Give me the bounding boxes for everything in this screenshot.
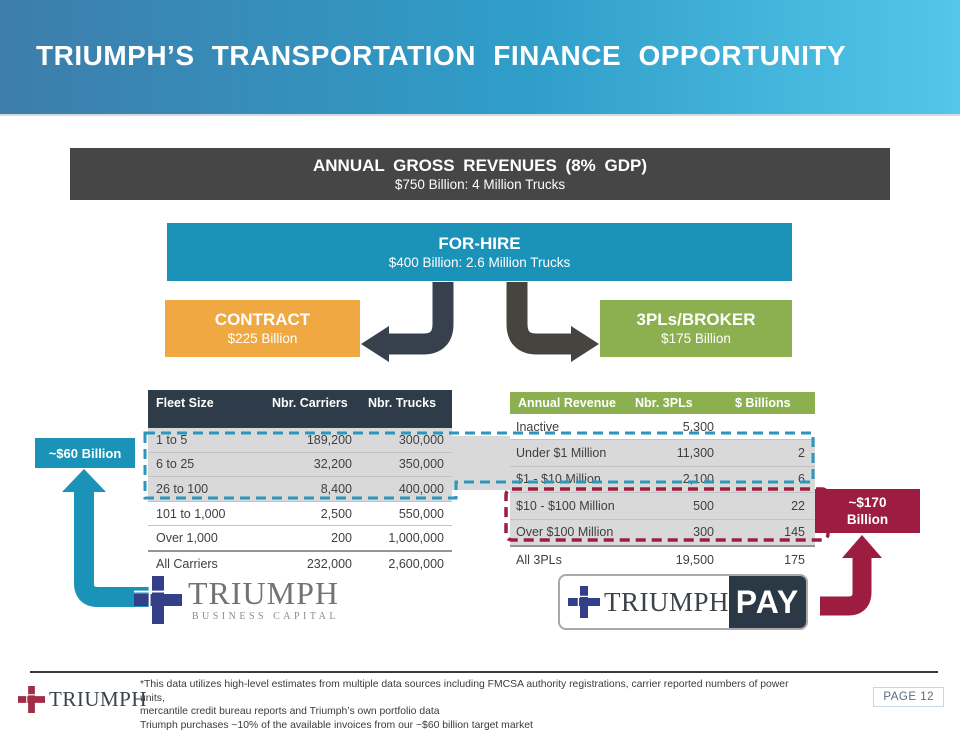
table-row xyxy=(148,502,452,527)
broker-subtitle: $175 Billion xyxy=(600,330,792,348)
broker-box xyxy=(600,300,792,357)
slide-header xyxy=(0,0,960,116)
gross-revenues-subtitle: $750 Billion: 4 Million Trucks xyxy=(70,176,890,194)
cell-revenue: Under $1 Million xyxy=(510,446,660,460)
slide-title: TRIUMPH’S TRANSPORTATION FINANCE OPPORTUNITY xyxy=(36,40,846,72)
table-row xyxy=(148,552,452,576)
cell-fleet: All Carriers xyxy=(148,557,280,571)
table-row xyxy=(148,526,452,552)
cell-trucks: 350,000 xyxy=(352,457,452,471)
carriers-header-fleet-size: Fleet Size xyxy=(148,390,272,428)
cell-trucks: 400,000 xyxy=(352,482,452,496)
cell-3pls: 11,300 xyxy=(660,446,730,460)
cell-billions: 175 xyxy=(730,553,815,567)
cell-revenue: $1 - $10 Million xyxy=(510,472,660,486)
target-market-60b-label: ~$60 Billion xyxy=(35,446,135,461)
carriers-header-nbr-carriers: Nbr. Carriers xyxy=(272,390,352,428)
cell-revenue: Over $100 Million xyxy=(510,525,660,539)
triumph-business-capital-logo xyxy=(134,576,339,624)
footnote-line3: Triumph purchases ~10% of the available invoices from our ~$60 billion target market xyxy=(140,719,800,732)
contract-box xyxy=(165,300,360,357)
threepl-header-annual-revenue: Annual Revenue xyxy=(510,396,635,410)
cell-billions: 6 xyxy=(730,472,815,486)
cell-carriers: 189,200 xyxy=(280,433,352,447)
arrow-forhire-to-contract xyxy=(361,282,443,362)
for-hire-subtitle: $400 Billion: 2.6 Million Trucks xyxy=(167,254,792,272)
table-row xyxy=(510,467,815,493)
cell-billions: 2 xyxy=(730,446,815,460)
footer-divider xyxy=(30,671,938,673)
gross-revenues-box xyxy=(70,148,890,200)
pay-badge: PAY xyxy=(729,576,806,628)
carriers-table xyxy=(148,390,452,576)
cell-carriers: 2,500 xyxy=(280,507,352,521)
triumph-pay-left xyxy=(560,586,729,618)
cell-revenue: Inactive xyxy=(510,420,660,434)
target-market-60b-callout xyxy=(35,438,135,468)
cell-fleet: Over 1,000 xyxy=(148,531,280,545)
footer-wordmark: TRIUMPH xyxy=(49,687,147,712)
target-market-170b-line1: ~$170 xyxy=(815,494,920,511)
business-capital-wordmark: TRIUMPH xyxy=(188,576,339,610)
cell-fleet: 101 to 1,000 xyxy=(148,507,280,521)
triumph-pay-wordmark: TRIUMPH xyxy=(604,587,729,618)
carriers-table-header xyxy=(148,390,452,428)
table-row xyxy=(510,547,815,572)
threepl-table xyxy=(510,392,815,572)
triumph-cross-icon xyxy=(18,686,45,713)
threepl-header-nbr-3pls: Nbr. 3PLs xyxy=(635,396,730,410)
table-row xyxy=(148,428,452,453)
footnote xyxy=(140,678,800,732)
cell-carriers: 232,000 xyxy=(280,557,352,571)
cell-revenue: All 3PLs xyxy=(510,553,660,567)
cell-carriers: 200 xyxy=(280,531,352,545)
for-hire-title: FOR-HIRE xyxy=(167,233,792,254)
cell-carriers: 32,200 xyxy=(280,457,352,471)
arrow-to-170-billion xyxy=(820,535,882,606)
threepl-table-header xyxy=(510,392,815,414)
contract-title: CONTRACT xyxy=(165,309,360,330)
broker-title: 3PLs/BROKER xyxy=(600,309,792,330)
cell-billions: 22 xyxy=(730,499,815,513)
gross-revenues-title: ANNUAL GROSS REVENUES (8% GDP) xyxy=(70,155,890,176)
table-connector-band xyxy=(452,436,510,490)
cell-trucks: 300,000 xyxy=(352,433,452,447)
cell-fleet: 26 to 100 xyxy=(148,482,280,496)
cell-trucks: 1,000,000 xyxy=(352,531,452,545)
triumph-cross-icon xyxy=(568,586,600,618)
footnote-line2: mercantile credit bureau reports and Triumph’s own portfolio data xyxy=(140,705,800,719)
triumph-pay-logo xyxy=(558,574,808,630)
cell-3pls: 2,100 xyxy=(660,472,730,486)
target-market-170b-callout xyxy=(815,489,920,533)
footer-triumph-logo xyxy=(18,686,147,713)
business-capital-subtitle: BUSINESS CAPITAL xyxy=(188,611,339,622)
target-market-170b-line2: Billion xyxy=(815,511,920,528)
contract-subtitle: $225 Billion xyxy=(165,330,360,348)
cell-revenue: $10 - $100 Million xyxy=(510,499,660,513)
table-row xyxy=(510,414,815,440)
cell-trucks: 2,600,000 xyxy=(352,557,452,571)
cell-trucks: 550,000 xyxy=(352,507,452,521)
cell-3pls: 5,300 xyxy=(660,420,730,434)
cell-3pls: 19,500 xyxy=(660,553,730,567)
table-row xyxy=(510,520,815,547)
triumph-cross-icon xyxy=(134,576,182,624)
cell-3pls: 300 xyxy=(660,525,730,539)
table-row xyxy=(510,493,815,519)
page-number: PAGE 12 xyxy=(873,687,944,707)
for-hire-box xyxy=(167,223,792,281)
footnote-line1: *This data utilizes high-level estimates from multiple data sources including FMCSA authority registrations, carrier reported numbers of power units, xyxy=(140,678,800,705)
cell-billions: 145 xyxy=(730,525,815,539)
table-row xyxy=(510,440,815,466)
table-row xyxy=(148,453,452,478)
threepl-header-billions: $ Billions xyxy=(730,396,815,410)
cell-fleet: 1 to 5 xyxy=(148,433,280,447)
arrow-forhire-to-broker xyxy=(517,282,599,362)
cell-fleet: 6 to 25 xyxy=(148,457,280,471)
cell-3pls: 500 xyxy=(660,499,730,513)
cell-carriers: 8,400 xyxy=(280,482,352,496)
table-row xyxy=(148,477,452,502)
carriers-header-nbr-trucks: Nbr. Trucks xyxy=(352,390,452,428)
